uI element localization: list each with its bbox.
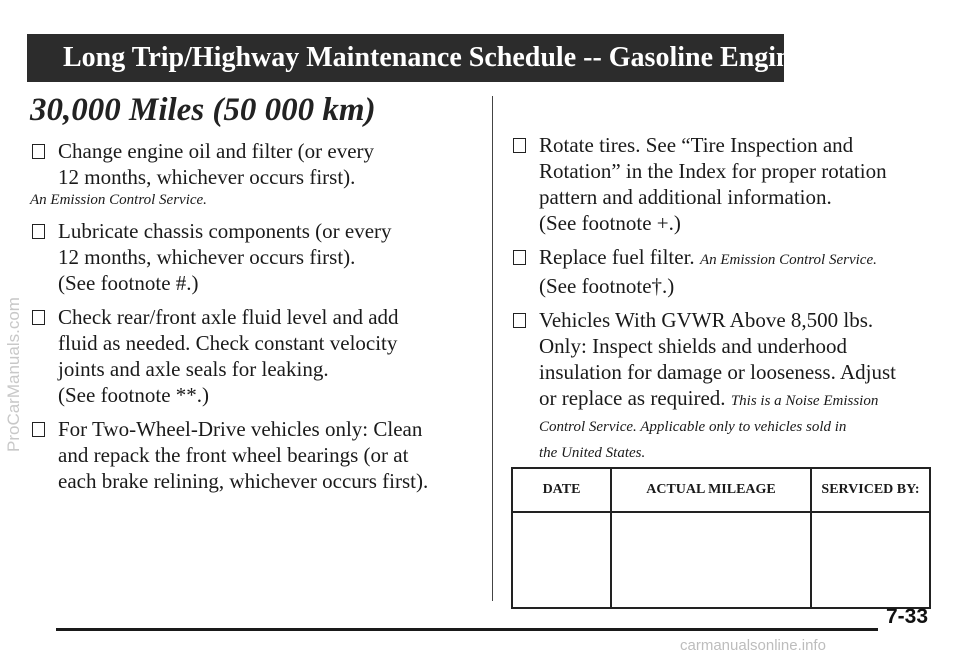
- checkbox-icon[interactable]: [32, 310, 45, 325]
- table-header-date: DATE: [512, 468, 611, 512]
- checkbox-icon[interactable]: [513, 313, 526, 328]
- table-header-serviced-by: SERVICED BY:: [811, 468, 930, 512]
- page-number: 7-33: [886, 605, 929, 628]
- checkbox-icon[interactable]: [32, 144, 45, 159]
- right-column: [511, 132, 931, 474]
- checklist-item: Rotate tires. See “Tire Inspection and Rotation” in the Index for proper rotation pattern and additional information. (See footnote +.): [511, 132, 931, 236]
- emission-note: An Emission Control Service.: [699, 252, 877, 268]
- service-record-table: [511, 467, 931, 609]
- noise-emission-note-line: the United States.: [539, 445, 646, 461]
- page-header-title: Long Trip/Highway Maintenance Schedule -- Gasoline Engines: [63, 42, 815, 73]
- noise-emission-note: This is a Noise Emission: [730, 393, 879, 409]
- checklist-item: Replace fuel filter. An Emission Control Service. (See footnote†.): [511, 244, 931, 299]
- checklist-item: Change engine oil and filter (or every 12 months, whichever occurs first). An Emission Control Service.: [30, 138, 480, 210]
- footer-rule: [56, 628, 878, 631]
- checklist-item: Check rear/front axle fluid level and add fluid as needed. Check constant velocity joints and axle seals for leaking. (See footnote **.): [30, 304, 480, 408]
- emission-note: An Emission Control Service.: [30, 192, 207, 208]
- checkbox-icon[interactable]: [32, 422, 45, 437]
- checklist-item: Lubricate chassis components (or every 12 months, whichever occurs first). (See footnote #.): [30, 218, 480, 296]
- checklist-item: Vehicles With GVWR Above 8,500 lbs. Only: Inspect shields and underhood insulation for damage or looseness. Adjust or replace as required. This is a Noise Emission Control Service. Applicable only to vehicles sold in the United States.: [511, 307, 931, 466]
- column-divider: [492, 96, 493, 601]
- checkbox-icon[interactable]: [513, 138, 526, 153]
- date-cell[interactable]: [512, 512, 611, 608]
- page-header-banner: [27, 34, 815, 82]
- section-title: 30,000 Miles (50 000 km): [30, 92, 376, 128]
- table-row: [512, 512, 930, 608]
- mileage-cell[interactable]: [611, 512, 811, 608]
- side-watermark: ProCarManuals.com: [4, 297, 23, 452]
- serviced-by-cell[interactable]: [811, 512, 930, 608]
- bottom-watermark: carmanualsonline.info: [680, 637, 826, 654]
- noise-emission-note-line: Control Service. Applicable only to vehicles sold in: [539, 419, 847, 435]
- checkbox-icon[interactable]: [513, 250, 526, 265]
- checkbox-icon[interactable]: [32, 224, 45, 239]
- checklist-item: For Two-Wheel-Drive vehicles only: Clean and repack the front wheel bearings (or at each brake relining, whichever occurs first).: [30, 416, 480, 494]
- table-header-mileage: ACTUAL MILEAGE: [611, 468, 811, 512]
- left-column: [30, 138, 480, 502]
